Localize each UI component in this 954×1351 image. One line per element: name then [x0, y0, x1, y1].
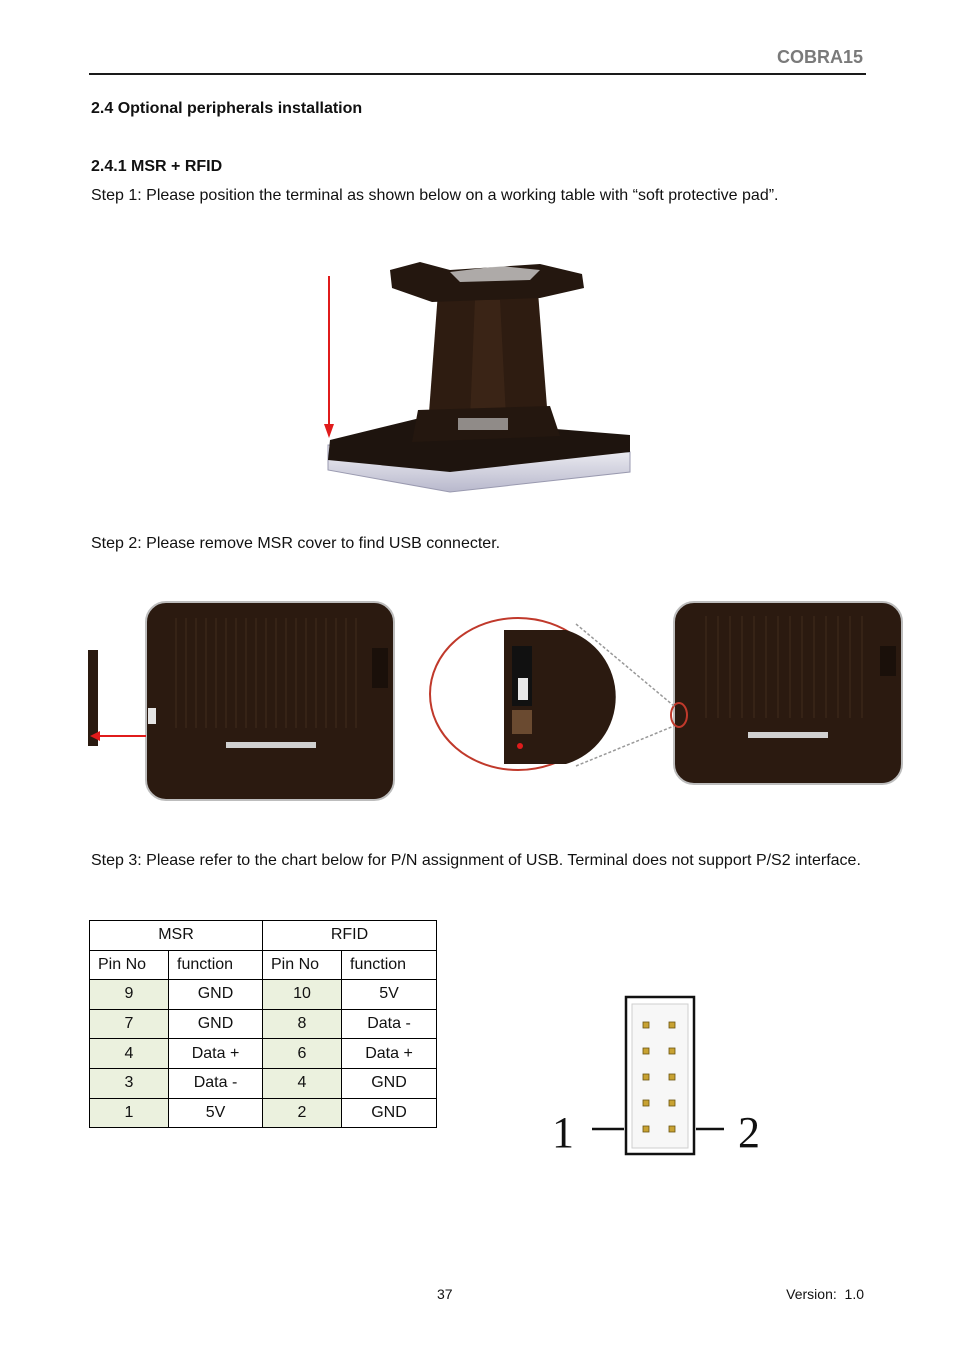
table-row [90, 980, 437, 1010]
table-row [90, 1068, 437, 1098]
down-arrow-icon [322, 276, 338, 441]
msr-function-cell: GND [169, 980, 263, 1010]
rfid-function-cell: Data + [342, 1039, 437, 1069]
msr-function-cell: GND [169, 1009, 263, 1039]
rfid-function-cell: GND [342, 1098, 437, 1128]
usb-pin-assignment-table [89, 920, 437, 1128]
table-header-row [90, 950, 437, 980]
rfid-pin-cell: 4 [263, 1068, 342, 1098]
msr-pin-cell: 9 [90, 980, 169, 1010]
group-msr: MSR [90, 921, 263, 951]
column-header: Pin No [90, 950, 169, 980]
rfid-pin-cell: 6 [263, 1039, 342, 1069]
table-row [90, 1009, 437, 1039]
version-label: Version: 1.0 [786, 1286, 864, 1302]
section-heading: 2.4 Optional peripherals installation [91, 100, 363, 117]
column-header: function [342, 950, 437, 980]
step-2-text: Step 2: Please remove MSR cover to find USB connecter. [91, 535, 501, 552]
msr-pin-cell: 7 [90, 1009, 169, 1039]
rfid-function-cell: 5V [342, 980, 437, 1010]
msr-pin-cell: 4 [90, 1039, 169, 1069]
column-header: Pin No [263, 950, 342, 980]
rfid-function-cell: Data - [342, 1009, 437, 1039]
group-rfid: RFID [263, 921, 437, 951]
msr-pin-cell: 1 [90, 1098, 169, 1128]
column-header: function [169, 950, 263, 980]
table-group-row [90, 921, 437, 951]
brand-name: COBRA15 [776, 47, 863, 67]
pin-2-label: 2 [738, 1108, 760, 1157]
msr-function-cell: Data - [169, 1068, 263, 1098]
pin-1-label: 1 [552, 1108, 574, 1157]
usb-connector-zoom-illustration [426, 598, 906, 804]
table-row [90, 1098, 437, 1128]
header-rule [89, 73, 866, 75]
msr-function-cell: Data + [169, 1039, 263, 1069]
page-number: 37 [437, 1286, 453, 1302]
stand-illustration [300, 240, 660, 500]
subsection-heading: 2.4.1 MSR + RFID [91, 158, 223, 175]
step-3-text: Step 3: Please refer to the chart below for P/N assignment of USB. Terminal does not support P/S2 interface. [91, 852, 861, 869]
rfid-pin-cell: 10 [263, 980, 342, 1010]
msr-pin-cell: 3 [90, 1068, 169, 1098]
step-1-text: Step 1: Please position the terminal as shown below on a working table with “soft protective pad”. [91, 187, 779, 204]
rfid-pin-cell: 8 [263, 1009, 342, 1039]
msr-function-cell: 5V [169, 1098, 263, 1128]
msr-cover-removed-illustration [86, 598, 398, 804]
rfid-function-cell: GND [342, 1068, 437, 1098]
rfid-pin-cell: 2 [263, 1098, 342, 1128]
usb-header-pinout-diagram [540, 990, 780, 1165]
table-row [90, 1039, 437, 1069]
